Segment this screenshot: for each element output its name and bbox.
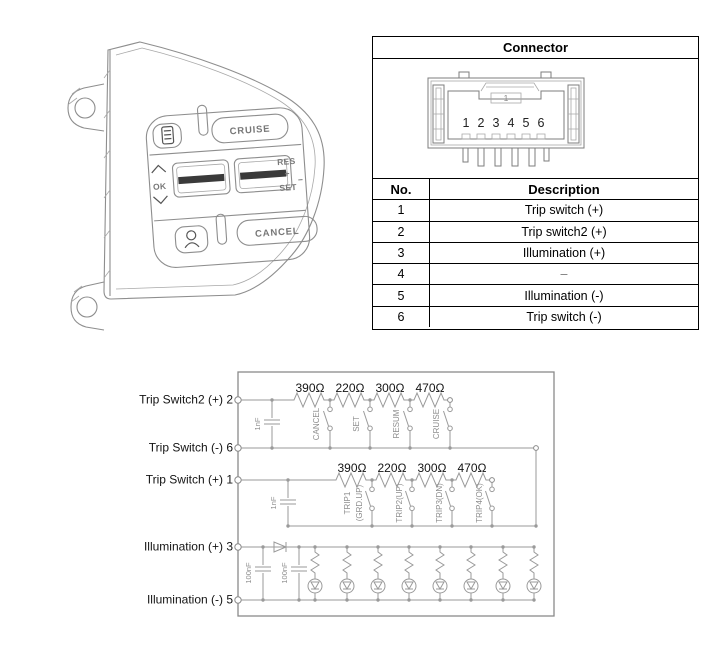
table-row	[373, 221, 698, 242]
connector-housing	[428, 72, 584, 148]
switch-label: SET	[352, 416, 361, 432]
illumination-led	[340, 545, 354, 601]
voice-button[interactable]	[175, 225, 209, 253]
switch-label: CANCEL	[312, 407, 321, 441]
resistor-symbol	[412, 473, 452, 487]
bracket-hole	[75, 98, 95, 118]
illumination-led	[496, 545, 510, 601]
mount-bracket-bottom	[71, 282, 104, 330]
illumination-led	[433, 545, 447, 601]
capacitor-1nf-group2	[280, 480, 296, 526]
connector-drawing	[373, 59, 698, 179]
resistor-value: 220Ω	[335, 381, 365, 395]
clip-tab-top	[197, 105, 208, 136]
capacitor-label: 100nF	[280, 562, 289, 584]
roller-slot	[240, 170, 286, 180]
key-slot-label: 1	[503, 93, 509, 103]
switch-label: TRIP4(OK)	[475, 483, 484, 523]
pin-no: 6	[373, 306, 430, 327]
table-row	[373, 306, 698, 327]
switch-label: RESUM	[392, 409, 401, 439]
resistor-symbol	[290, 393, 330, 407]
capacitor-label: 100nF	[244, 562, 253, 584]
illumination-led	[402, 545, 416, 601]
pin-label-illumination-pos: Illumination (+) 3	[143, 539, 233, 554]
resistor-symbol	[410, 393, 450, 407]
bracket-hole	[77, 297, 97, 317]
illumination-led	[527, 545, 541, 601]
pin-no: 3	[373, 242, 430, 263]
pin-label-trip-switch-pos: Trip Switch (+) 1	[145, 472, 233, 487]
table-row	[373, 264, 698, 285]
table-row	[373, 242, 698, 263]
pin-no: 1	[373, 200, 430, 221]
cancel-button[interactable]	[236, 216, 318, 247]
cruise-button[interactable]	[211, 113, 289, 143]
switch-set	[364, 400, 373, 448]
capacitor-100nf-1	[255, 547, 271, 600]
table-row	[373, 285, 698, 306]
button-cluster	[144, 98, 319, 269]
mount-bracket-top	[68, 84, 104, 131]
plus-label: +	[284, 168, 291, 179]
switch-label: (GRD.UP)	[355, 484, 364, 522]
led-branches	[308, 545, 541, 601]
set-label: SET	[279, 181, 298, 194]
roller-slot	[178, 174, 224, 184]
resistor-value: 300Ω	[417, 461, 447, 475]
table-row	[373, 200, 698, 221]
connector-panel	[372, 36, 699, 330]
pin-description: Trip switch (-)	[430, 306, 699, 327]
switch-label: TRIP1	[343, 491, 352, 515]
resistor-value: 300Ω	[375, 381, 405, 395]
pin-label-trip-switch2-pos: Trip Switch2 (+) 2	[139, 392, 233, 407]
connector-pin-numbers	[463, 116, 545, 130]
switch-resume	[404, 400, 413, 448]
cruise-label: CRUISE	[229, 123, 271, 138]
wheel-illustration	[58, 28, 368, 334]
switch-trip4	[486, 480, 495, 526]
column-header-no: No.	[373, 179, 430, 200]
table-header-row	[373, 179, 698, 200]
pin-number: 3	[492, 116, 500, 130]
switch-trip1	[366, 480, 375, 526]
switch-trip2	[406, 480, 415, 526]
resistor-values	[296, 381, 487, 475]
pin-label-trip-switch-neg: Trip Switch (-) 6	[148, 440, 233, 455]
clip-tab-bottom	[216, 214, 227, 245]
resistor-value: 220Ω	[377, 461, 407, 475]
switch-cruise	[444, 400, 453, 448]
pin-number: 1	[462, 116, 470, 130]
pin-no: 4	[373, 264, 430, 285]
resistor-symbol	[452, 473, 492, 487]
ok-toggle[interactable]	[151, 165, 168, 204]
switch-label: TRIP2(UP)	[395, 483, 404, 523]
capacitor-100nf-2	[291, 547, 307, 600]
trip-mode-icon	[162, 126, 174, 144]
pin-no: 2	[373, 221, 430, 242]
resistor-value: 390Ω	[295, 381, 325, 395]
capacitor-label: 1nF	[269, 496, 278, 510]
up-chevron-icon	[151, 165, 165, 173]
pin-number: 2	[477, 116, 485, 130]
pin-number: 6	[537, 116, 545, 130]
connector-title: Connector	[373, 37, 698, 59]
pin-no: 5	[373, 285, 430, 306]
trip-mode-button[interactable]	[152, 123, 182, 149]
cancel-label: CANCEL	[254, 225, 300, 240]
column-header-description: Description	[430, 179, 699, 200]
down-chevron-icon	[153, 196, 167, 204]
res-label: RES	[276, 155, 296, 168]
illumination-led	[371, 545, 385, 601]
pin-label-illumination-neg: Illumination (-) 5	[146, 592, 233, 607]
circuit-diagram	[0, 355, 701, 652]
left-roller-switch[interactable]	[172, 160, 230, 198]
pin-description: Illumination (-)	[430, 285, 699, 306]
pin-number: 4	[507, 116, 515, 130]
switch-cancel	[324, 400, 333, 448]
resistor-value: 470Ω	[415, 381, 445, 395]
pin-number: 5	[522, 116, 530, 130]
capacitor-label: 1nF	[253, 417, 262, 431]
switch-label: CRUISE	[432, 408, 441, 440]
illumination-led	[308, 545, 322, 601]
circuit-pin-labels	[139, 393, 233, 607]
voice-icon	[184, 230, 199, 247]
resistor-symbol	[370, 393, 410, 407]
pin-description: Illumination (+)	[430, 242, 699, 263]
resistor-symbol	[372, 473, 412, 487]
minus-label: −	[297, 174, 304, 185]
capacitor-1nf-group1	[264, 400, 280, 448]
pin-description: Trip switch2 (+)	[430, 221, 699, 242]
switch-trip3	[446, 480, 455, 526]
pin-description: Trip switch (+)	[430, 200, 699, 221]
resistor-symbol	[332, 473, 372, 487]
resistor-symbol	[330, 393, 370, 407]
illumination-led	[464, 545, 478, 601]
connector-terminals	[463, 148, 549, 166]
switch-label: TRIP3(DN)	[435, 483, 444, 523]
ok-label: OK	[152, 180, 167, 192]
resistor-value: 390Ω	[337, 461, 367, 475]
pin-table	[373, 179, 698, 327]
pin-description: –	[430, 264, 699, 285]
resistor-value: 470Ω	[457, 461, 487, 475]
